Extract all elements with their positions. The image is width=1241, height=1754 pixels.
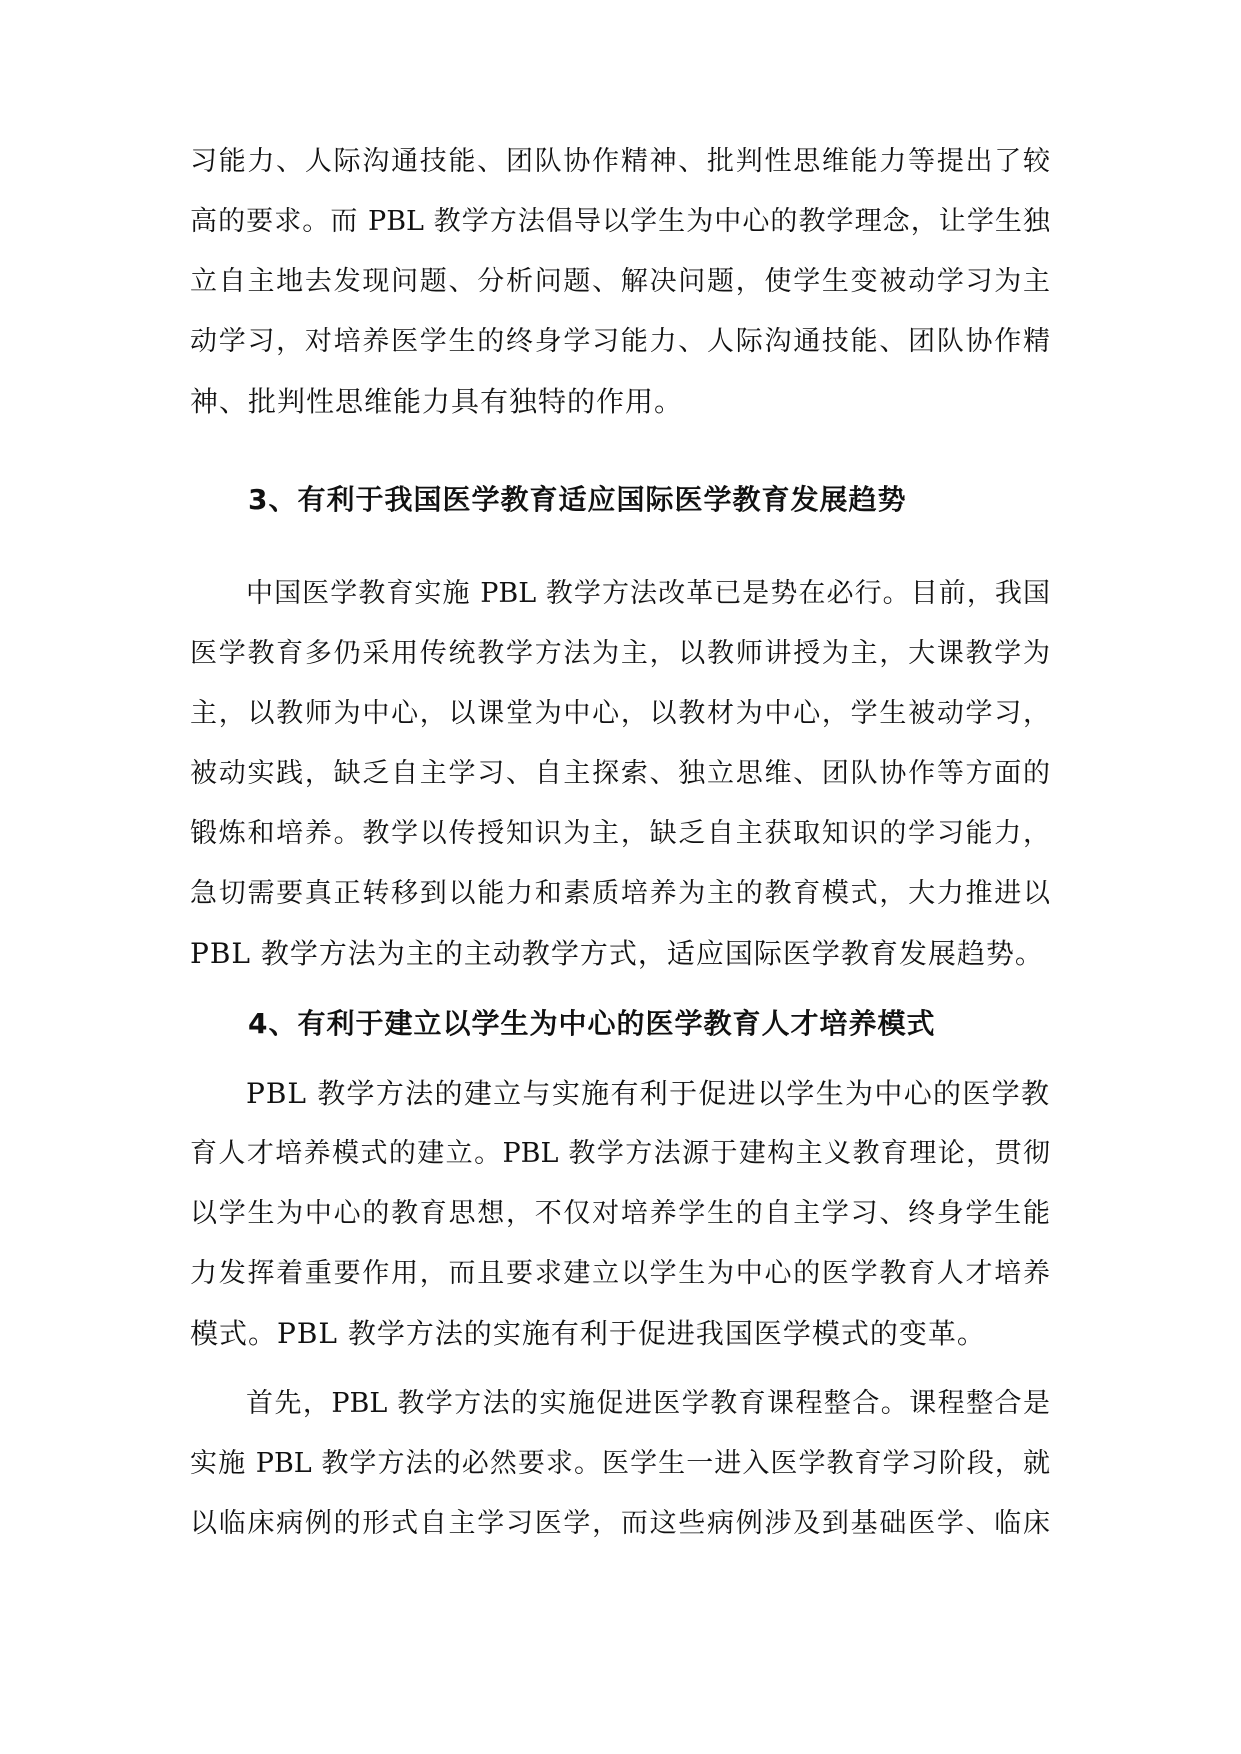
paragraph-line: 主，以教师为中心，以课堂为中心，以教材为中心，学生被动学习， <box>190 698 1050 729</box>
section-heading-3: 3、有利于我国医学教育适应国际医学教育发展趋势 <box>248 483 907 516</box>
paragraph-line: 力发挥着重要作用，而且要求建立以学生为中心的医学教育人才培养 <box>190 1258 1050 1289</box>
paragraph-line: 以学生为中心的教育思想，不仅对培养学生的自主学习、终身学生能 <box>190 1198 1050 1229</box>
paragraph-line: 模式。PBL 教学方法的实施有利于促进我国医学模式的变革。 <box>190 1317 986 1350</box>
paragraph-line: 育人才培养模式的建立。PBL 教学方法源于建构主义教育理论，贯彻 <box>190 1138 1050 1169</box>
paragraph-line: 医学教育多仍采用传统教学方法为主，以教师讲授为主，大课教学为 <box>190 638 1050 669</box>
paragraph-line: 首先，PBL 教学方法的实施促进医学教育课程整合。课程整合是 <box>246 1388 1050 1419</box>
section-heading-4: 4、有利于建立以学生为中心的医学教育人才培养模式 <box>248 1007 936 1040</box>
paragraph-line: 神、批判性思维能力具有独特的作用。 <box>190 385 684 418</box>
paragraph-line: 高的要求。而 PBL 教学方法倡导以学生为中心的教学理念，让学生独 <box>190 206 1050 237</box>
paragraph-line: 锻炼和培养。教学以传授知识为主，缺乏自主获取知识的学习能力， <box>190 818 1050 849</box>
paragraph-line: 急切需要真正转移到以能力和素质培养为主的教育模式，大力推进以 <box>190 878 1050 909</box>
paragraph-line: 中国医学教育实施 PBL 教学方法改革已是势在必行。目前，我国 <box>246 578 1050 609</box>
paragraph-line: 立自主地去发现问题、分析问题、解决问题，使学生变被动学习为主 <box>190 266 1050 297</box>
paragraph-line: PBL 教学方法为主的主动教学方式，适应国际医学教育发展趋势。 <box>190 937 1044 970</box>
paragraph-line: 被动实践，缺乏自主学习、自主探索、独立思维、团队协作等方面的 <box>190 758 1050 789</box>
paragraph-line: 动学习，对培养医学生的终身学习能力、人际沟通技能、团队协作精 <box>190 326 1050 357</box>
paragraph-line: 实施 PBL 教学方法的必然要求。医学生一进入医学教育学习阶段，就 <box>190 1448 1050 1479</box>
paragraph-line: PBL 教学方法的建立与实施有利于促进以学生为中心的医学教 <box>246 1077 1050 1110</box>
paragraph-line: 习能力、人际沟通技能、团队协作精神、批判性思维能力等提出了较 <box>190 146 1050 177</box>
paragraph-line: 以临床病例的形式自主学习医学，而这些病例涉及到基础医学、临床 <box>190 1508 1050 1539</box>
